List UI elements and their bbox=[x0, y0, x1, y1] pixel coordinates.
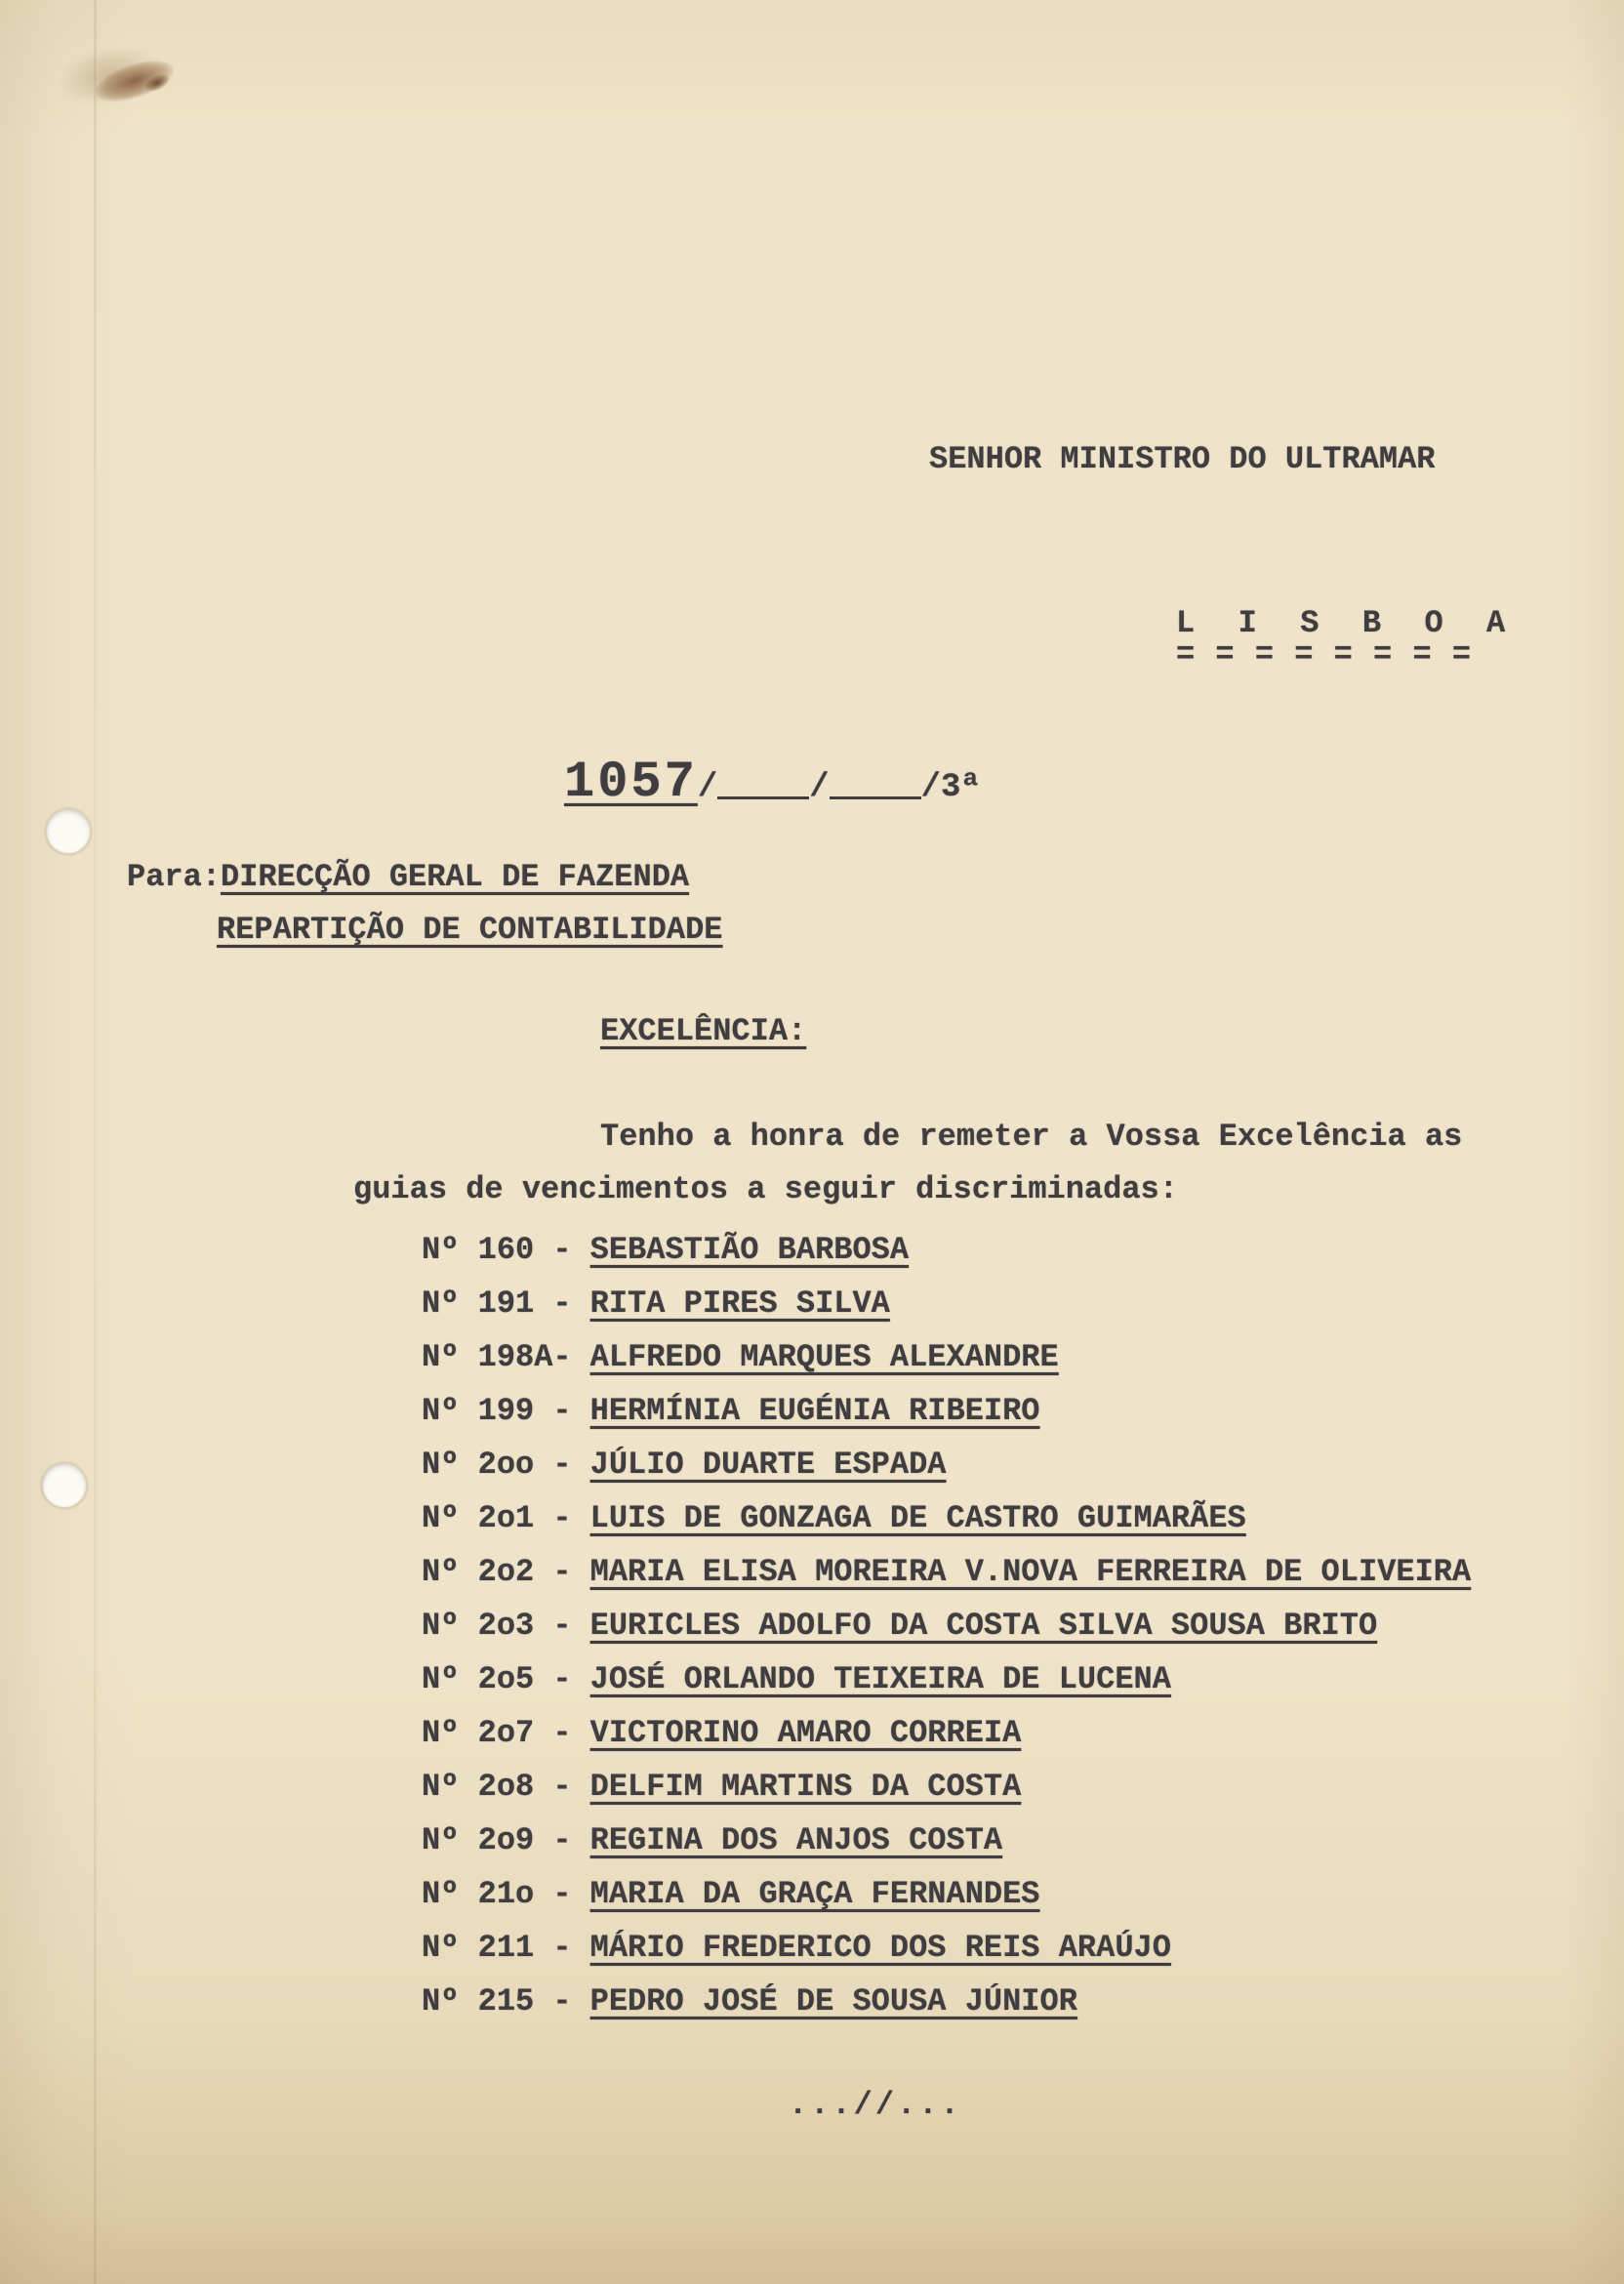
guide-name: PEDRO JOSÉ DE SOUSA JÚNIOR bbox=[589, 1983, 1077, 2019]
guide-number: Nº 21o - bbox=[422, 1876, 572, 1912]
blank-field bbox=[717, 796, 809, 799]
blank-field bbox=[830, 796, 921, 799]
list-item bbox=[422, 1554, 1471, 1608]
guide-number: Nº 2o5 - bbox=[422, 1661, 572, 1697]
guide-name: JÚLIO DUARTE ESPADA bbox=[589, 1447, 947, 1483]
guide-name: LUIS DE GONZAGA DE CASTRO GUIMARÃES bbox=[589, 1500, 1246, 1536]
guide-number: Nº 2oo - bbox=[422, 1447, 572, 1483]
list-item bbox=[422, 1983, 1471, 2037]
guide-name: VICTORINO AMARO CORREIA bbox=[589, 1715, 1022, 1751]
guide-number: Nº 2o2 - bbox=[422, 1554, 572, 1590]
guide-name: REGINA DOS ANJOS COSTA bbox=[589, 1822, 1003, 1858]
list-item bbox=[422, 1500, 1471, 1554]
paper-fold-line bbox=[94, 0, 97, 2284]
guide-number: Nº 2o7 - bbox=[422, 1715, 572, 1751]
list-item bbox=[422, 1876, 1471, 1930]
punch-hole bbox=[43, 1464, 86, 1507]
guide-name: MARIA ELISA MOREIRA V.NOVA FERREIRA DE OLIVEIRA bbox=[589, 1554, 1472, 1590]
list-item bbox=[422, 1393, 1471, 1447]
guide-number: Nº 211 - bbox=[422, 1930, 572, 1966]
guide-number: Nº 2o8 - bbox=[422, 1769, 572, 1805]
guide-number: Nº 198A- bbox=[422, 1339, 572, 1375]
guide-name: RITA PIRES SILVA bbox=[589, 1285, 890, 1322]
guide-name: JOSÉ ORLANDO TEIXEIRA DE LUCENA bbox=[589, 1661, 1171, 1697]
guide-name: HERMÍNIA EUGÉNIA RIBEIRO bbox=[589, 1393, 1040, 1429]
guide-name: SEBASTIÃO BARBOSA bbox=[589, 1232, 910, 1268]
guide-name: MÁRIO FREDERICO DOS REIS ARAÚJO bbox=[589, 1930, 1171, 1966]
guide-number: Nº 2o3 - bbox=[422, 1608, 572, 1644]
body-paragraph-line-1: Tenho a honra de remeter a Vossa Excelência as bbox=[600, 1119, 1463, 1155]
list-item bbox=[422, 1339, 1471, 1393]
guide-name: MARIA DA GRAÇA FERNANDES bbox=[589, 1876, 1040, 1912]
continuation-mark: ...//... bbox=[789, 2087, 962, 2123]
addressee-department: DIRECÇÃO GERAL DE FAZENDA bbox=[221, 859, 690, 895]
guide-number: Nº 199 - bbox=[422, 1393, 572, 1429]
punch-hole bbox=[47, 810, 90, 853]
list-item bbox=[422, 1930, 1471, 1983]
salutation: EXCELÊNCIA: bbox=[600, 1013, 807, 1049]
reference-number-line bbox=[564, 754, 981, 811]
reference-number: 1057 bbox=[564, 754, 698, 811]
recipient-line: SENHOR MINISTRO DO ULTRAMAR bbox=[929, 441, 1436, 477]
city-double-underline: = = = = = = = = bbox=[1176, 636, 1473, 673]
list-item bbox=[422, 1661, 1471, 1715]
slash: / bbox=[697, 769, 718, 806]
list-item bbox=[422, 1232, 1471, 1285]
para-label: Para: bbox=[127, 859, 222, 895]
guide-number: Nº 215 - bbox=[422, 1983, 572, 2019]
list-item bbox=[422, 1715, 1471, 1769]
city-name: L I S B O A bbox=[1176, 605, 1508, 641]
addressee-line-1 bbox=[127, 859, 689, 895]
body-paragraph-line-2: guias de vencimentos a seguir discriminadas: bbox=[353, 1171, 1178, 1207]
slash: / bbox=[920, 769, 942, 806]
guide-number: Nº 160 - bbox=[422, 1232, 572, 1268]
guide-number: Nº 2o9 - bbox=[422, 1822, 572, 1858]
list-item bbox=[422, 1769, 1471, 1822]
list-item bbox=[422, 1447, 1471, 1500]
guide-number: Nº 191 - bbox=[422, 1285, 572, 1322]
slash: / bbox=[809, 769, 830, 806]
reference-suffix: 3ª bbox=[941, 769, 981, 806]
addressee-line-2: REPARTIÇÃO DE CONTABILIDADE bbox=[217, 912, 723, 948]
list-item bbox=[422, 1608, 1471, 1661]
list-item bbox=[422, 1285, 1471, 1339]
guide-name: EURICLES ADOLFO DA COSTA SILVA SOUSA BRITO bbox=[589, 1608, 1378, 1644]
list-item bbox=[422, 1822, 1471, 1876]
guide-name: ALFREDO MARQUES ALEXANDRE bbox=[589, 1339, 1059, 1375]
guide-name: DELFIM MARTINS DA COSTA bbox=[589, 1769, 1022, 1805]
guide-number: Nº 2o1 - bbox=[422, 1500, 572, 1536]
guides-list bbox=[422, 1232, 1471, 2037]
